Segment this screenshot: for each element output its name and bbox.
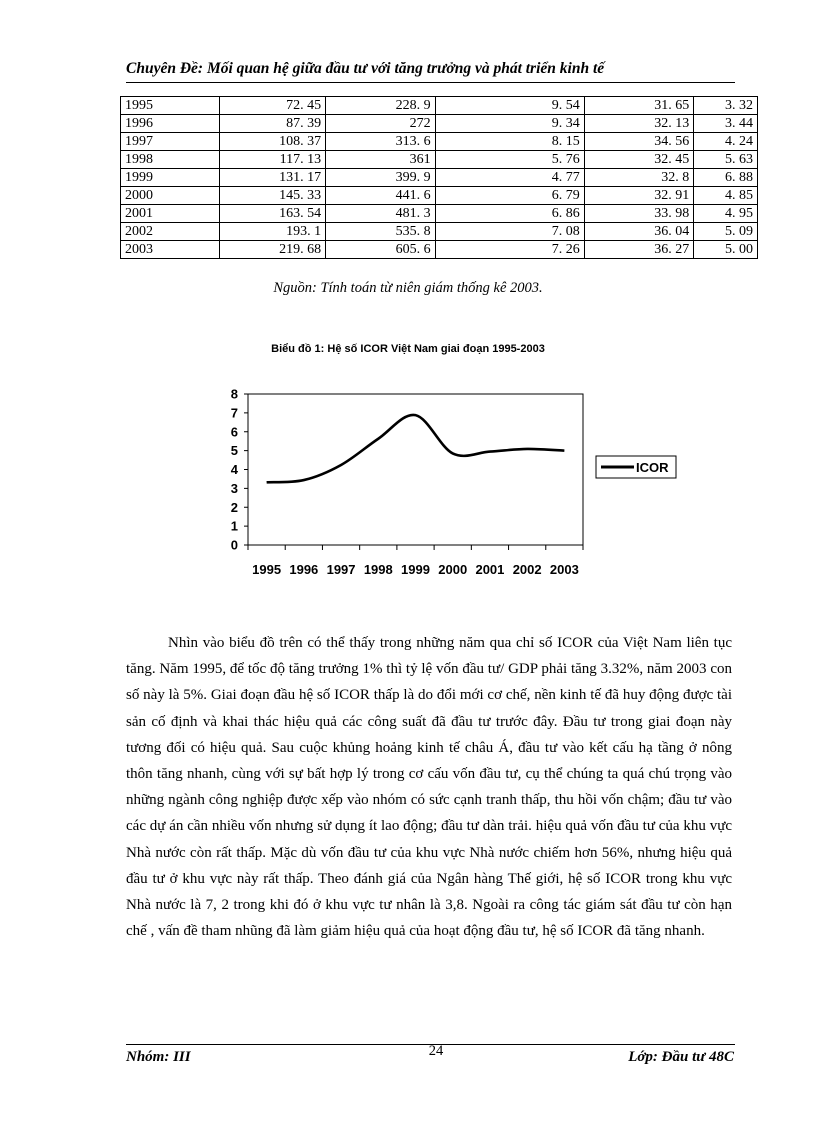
table-cell-value: 4. 77	[435, 169, 584, 187]
footer-class: Lớp: Đầu tư 48C	[628, 1049, 734, 1065]
table-cell-value: 32. 13	[584, 115, 693, 133]
table-row	[121, 151, 758, 169]
table-cell-value: 131. 17	[219, 169, 326, 187]
table-cell-year: 2002	[121, 223, 220, 241]
table-cell-value: 8. 15	[435, 133, 584, 151]
x-tick-label: 1995	[252, 562, 282, 577]
table-cell-value: 399. 9	[326, 169, 436, 187]
table-cell-value: 5. 63	[694, 151, 758, 169]
y-tick-label: 5	[230, 443, 238, 459]
table-row	[121, 241, 758, 259]
table-cell-value: 272	[326, 115, 436, 133]
table-cell-value: 361	[326, 151, 436, 169]
y-tick-label: 1	[230, 518, 238, 534]
table-cell-value: 36. 04	[584, 223, 693, 241]
data-table-body	[121, 97, 758, 259]
table-cell-value: 605. 6	[326, 241, 436, 259]
table-row	[121, 97, 758, 115]
table-cell-value: 72. 45	[219, 97, 326, 115]
table-cell-value: 5. 00	[694, 241, 758, 259]
data-table	[120, 96, 758, 259]
table-cell-year: 1995	[121, 97, 220, 115]
footer-group: Nhóm: III	[126, 1049, 191, 1065]
table-row	[121, 223, 758, 241]
chart-title: Biểu đồ 1: Hệ số ICOR Việt Nam giai đoạn 1995-2003	[271, 343, 545, 355]
plot-area	[248, 394, 583, 545]
y-tick-label: 3	[230, 480, 238, 496]
table-cell-value: 6. 88	[694, 169, 758, 187]
table-cell-year: 1999	[121, 169, 220, 187]
table-cell-value: 5. 76	[435, 151, 584, 169]
table-cell-value: 4. 24	[694, 133, 758, 151]
table-cell-year: 1998	[121, 151, 220, 169]
source-note: Nguồn: Tính toán từ niên giám thống kê 2003.	[273, 280, 543, 296]
legend-label: ICOR	[636, 460, 669, 475]
table-cell-value: 441. 6	[326, 187, 436, 205]
x-tick-label: 2000	[438, 562, 468, 577]
table-cell-value: 3. 44	[694, 115, 758, 133]
table-row	[121, 187, 758, 205]
y-tick-label: 0	[230, 537, 238, 553]
table-cell-value: 117. 13	[219, 151, 326, 169]
table-cell-value: 481. 3	[326, 205, 436, 223]
table-cell-value: 3. 32	[694, 97, 758, 115]
y-tick-label: 7	[230, 405, 238, 421]
table-cell-value: 9. 54	[435, 97, 584, 115]
table-cell-year: 1997	[121, 133, 220, 151]
y-tick-label: 8	[230, 386, 238, 402]
icor-line-chart	[200, 380, 700, 590]
x-tick-label: 2003	[549, 562, 579, 577]
x-tick-label: 1999	[401, 562, 430, 577]
y-tick-label: 6	[230, 424, 238, 440]
table-row	[121, 169, 758, 187]
table-row	[121, 115, 758, 133]
table-cell-value: 535. 8	[326, 223, 436, 241]
table-cell-value: 5. 09	[694, 223, 758, 241]
body-paragraph: Nhìn vào biểu đồ trên có thể thấy trong những năm qua chỉ số ICOR của Việt Nam liên tục tăng. Năm 1995, để tốc độ tăng trưởng 1% thì tỷ lệ vốn đầu tư/ GDP phải tăng 3.32%, năm 2003 con số này là 5%. Giai đoạn đầu hệ số ICOR thấp là do đổi mới cơ chế, nền kinh tế đã huy động được tài sản cố định và khai thác hiệu quả các công suất đã đầu tư trước đây. Đầu tư trong giai đoạn này tương đối có hiệu quả. Sau cuộc khủng hoảng kinh tế châu Á, đầu tư vào kết cấu hạ tầng ở nông thôn tăng nhanh, cùng với sự bất hợp lý trong cơ cấu vốn đầu tư, cụ thể chúng ta quá chú trọng vào những ngành công nghiệp được xếp vào nhóm có sức cạnh tranh thấp, thu hồi vốn chậm; đầu tư vào các dự án cần nhiều vốn nhưng sử dụng ít lao động; đầu tư dàn trải. hiệu quả vốn đầu tư của khu vực Nhà nước còn rất thấp. Mặc dù vốn đầu tư của khu vực Nhà nước chiếm hơn 56%, nhưng hiệu quả đầu tư ở khu vực này rất thấp. Theo đánh giá của Ngân hàng Thế giới, hệ số ICOR trong khu vực Nhà nước là 7, 2 trong khi đó ở khu vực tư nhân là 3,8. Ngoài ra công tác giám sát đầu tư còn hạn chế , vấn đề tham nhũng đã làm giảm hiệu quả của hoạt động đầu tư, hệ số ICOR đã tăng nhanh.	[126, 635, 732, 940]
table-cell-value: 6. 86	[435, 205, 584, 223]
table-cell-value: 9. 34	[435, 115, 584, 133]
y-tick-label: 2	[230, 499, 238, 515]
body-text	[126, 630, 732, 944]
table-cell-value: 34. 56	[584, 133, 693, 151]
table-cell-value: 163. 54	[219, 205, 326, 223]
y-tick-label: 4	[230, 462, 238, 477]
chart-legend	[596, 456, 676, 478]
table-cell-value: 31. 65	[584, 97, 693, 115]
table-cell-year: 2000	[121, 187, 220, 205]
table-cell-value: 145. 33	[219, 187, 326, 205]
table-row	[121, 205, 758, 223]
table-cell-value: 7. 26	[435, 241, 584, 259]
table-cell-value: 7. 08	[435, 223, 584, 241]
table-cell-value: 32. 45	[584, 151, 693, 169]
table-cell-year: 1996	[121, 115, 220, 133]
table-cell-value: 193. 1	[219, 223, 326, 241]
table-cell-year: 2001	[121, 205, 220, 223]
table-cell-value: 36. 27	[584, 241, 693, 259]
table-cell-value: 87. 39	[219, 115, 326, 133]
page-header: Chuyên Đề: Mối quan hệ giữa đầu tư với tăng trưởng và phát triển kinh tế	[126, 60, 605, 77]
x-tick-label: 2001	[475, 562, 505, 577]
table-cell-year: 2003	[121, 241, 220, 259]
table-cell-value: 33. 98	[584, 205, 693, 223]
x-tick-label: 2002	[512, 562, 542, 577]
x-tick-label: 1998	[363, 562, 393, 577]
table-row	[121, 133, 758, 151]
header-rule	[126, 82, 735, 83]
table-cell-value: 32. 8	[584, 169, 693, 187]
table-cell-value: 219. 68	[219, 241, 326, 259]
x-tick-label: 1997	[326, 562, 356, 577]
x-tick-label: 1996	[289, 562, 319, 577]
table-cell-value: 313. 6	[326, 133, 436, 151]
series-line-icor	[267, 415, 565, 482]
page-number: 24	[428, 1043, 444, 1059]
table-cell-value: 228. 9	[326, 97, 436, 115]
table-cell-value: 32. 91	[584, 187, 693, 205]
table-cell-value: 6. 79	[435, 187, 584, 205]
table-cell-value: 4. 85	[694, 187, 758, 205]
table-cell-value: 4. 95	[694, 205, 758, 223]
table-cell-value: 108. 37	[219, 133, 326, 151]
